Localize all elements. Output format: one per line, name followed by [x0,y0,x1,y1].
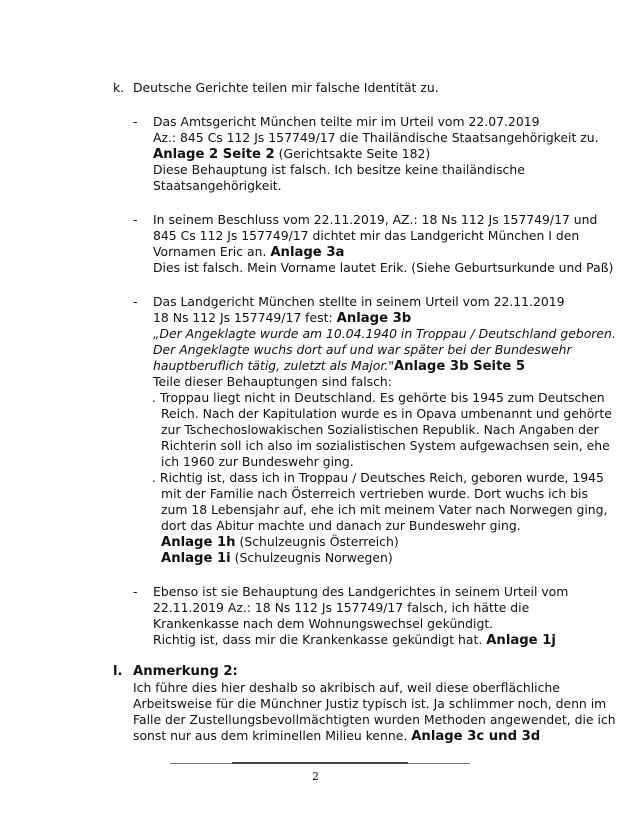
item-3-dash: - [133,294,138,309]
section-k-heading: Deutsche Gerichte teilen mir falsche Identität zu. [133,80,439,95]
item-2-line-4: Dies ist falsch. Mein Vorname lautet Erik. (Siehe Geburtsurkunde und Paß) [153,260,614,275]
item-2-line-3 [153,244,344,261]
annex-reference: Anlage 2 Seite 2 [153,147,275,162]
item-4-dash: - [133,584,138,599]
section-l-line-4-text: sonst nur aus dem kriminellen Milieu kenne. [133,728,412,743]
item-4-line-2: 22.11.2019 Az.: 18 Ns 112 Js 157749/17 falsch, ich hätte die [153,600,530,615]
item-1-dash: - [133,114,138,129]
annex-note: (Schulzeugnis Norwegen) [230,550,393,565]
annex-reference: Anlage 3b [336,311,412,326]
point-2-line-1: . Richtig ist, dass ich in Troppau / Deutsches Reich, geboren wurde, 1945 [152,470,604,485]
section-l-line-3: Falle der Zustellungsbevollmächtigten wurden Methoden angewendet, die ich [133,712,616,727]
item-1-line-2: Az.: 845 Cs 112 Js 157749/17 die Thailändische Staatsangehörigkeit zu. [153,130,599,145]
point-1-line-2: Reich. Nach der Kapitulation wurde es in Opava umbenannt und gehörte [161,406,612,421]
item-3-line-2 [153,310,411,327]
annex-1h-line [161,534,399,551]
closing-quote: " [388,358,394,373]
point-2-line-3: zum 18 Lebensjahr auf, ehe ich mit meinem Vater nach Norwegen ging, [161,502,608,517]
annex-reference: Anlage 3c und 3d [411,729,541,744]
item-2-line-3-text: Vornamen Eric an. [153,244,271,259]
point-1-line-5: ich 1960 zur Bundeswehr ging. [161,454,354,469]
item-1-line-3 [153,146,430,163]
annex-reference: Anlage 1i [161,551,231,566]
quote-line-1: „Der Angeklagte wurde am 10.04.1940 in Troppau / Deutschland geboren. [153,326,616,341]
section-l-line-2: Arbeitsweise für die Münchner Justiz typisch ist. Ja schlimmer noch, denn im [133,696,607,711]
quote-line-2: Der Angeklagte wuchs dort auf und war später bei der Bundeswehr [153,342,572,357]
annex-reference: Anlage 1h [161,535,236,550]
point-1-line-4: Richterin soll ich also im sozialistischen System aufgewachsen sein, ehe [161,438,610,453]
section-l-heading: Anmerkung 2: [133,664,238,679]
point-2-line-4: dort das Abitur machte und danach zur Bundeswehr ging. [161,518,521,533]
item-1-line-1: Das Amtsgericht München teilte mir im Urteil vom 22.07.2019 [153,114,540,129]
quote-line-3-text: hauptberuflich tätig, zuletzt als Major. [153,358,389,373]
quote-line-3 [153,358,525,375]
item-4-line-4 [153,632,556,649]
page-number: 2 [312,770,319,783]
annex-1i-line [161,550,393,567]
section-l-line-4 [133,728,540,745]
item-3-line-1: Das Landgericht München stellte in seinem Urteil vom 22.11.2019 [153,294,565,309]
annex-note: (Schulzeugnis Österreich) [235,534,399,549]
section-l-marker: l. [113,664,123,679]
item-4-line-1: Ebenso ist sie Behauptung des Landgerichtes in seinem Urteil vom [153,584,569,599]
annex-reference: Anlage 3a [270,245,345,260]
point-1-line-3: zur Tschechoslowakischen Sozialistischen Republik. Nach Angaben der [161,422,599,437]
item-2-line-2: 845 Cs 112 Js 157749/17 dichtet mir das Landgericht München I den [153,228,580,243]
section-l-line-1: Ich führe dies hier deshalb so akribisch auf, weil diese oberflächliche [133,680,560,695]
item-3-line-6: Teile dieser Behauptungen sind falsch: [153,374,392,389]
point-2-line-2: mit der Familie nach Österreich vertrieben wurde. Dort wuchs ich bis [161,486,588,501]
item-4-line-4-text: Richtig ist, dass mir die Krankenkasse gekündigt hat. [153,632,487,647]
item-1-line-4: Diese Behauptung ist falsch. Ich besitze keine thailändische [153,162,525,177]
item-4-line-3: Krankenkasse nach dem Wohnungswechsel gekündigt. [153,616,494,631]
footer-rule-accent [232,762,408,764]
item-2-dash: - [133,212,138,227]
annex-note: (Gerichtsakte Seite 182) [274,146,431,161]
item-3-line-2-text: 18 Ns 112 Js 157749/17 fest: [153,310,337,325]
point-1-line-1: . Troppau liegt nicht in Deutschland. Es gehörte bis 1945 zum Deutschen [152,390,605,405]
annex-reference: Anlage 3b Seite 5 [393,359,526,374]
item-1-line-5: Staatsangehörigkeit. [153,178,282,193]
section-k-marker: k. [113,80,125,95]
annex-reference: Anlage 1j [486,633,556,648]
item-2-line-1: In seinem Beschluss vom 22.11.2019, AZ.: 18 Ns 112 Js 157749/17 und [153,212,598,227]
